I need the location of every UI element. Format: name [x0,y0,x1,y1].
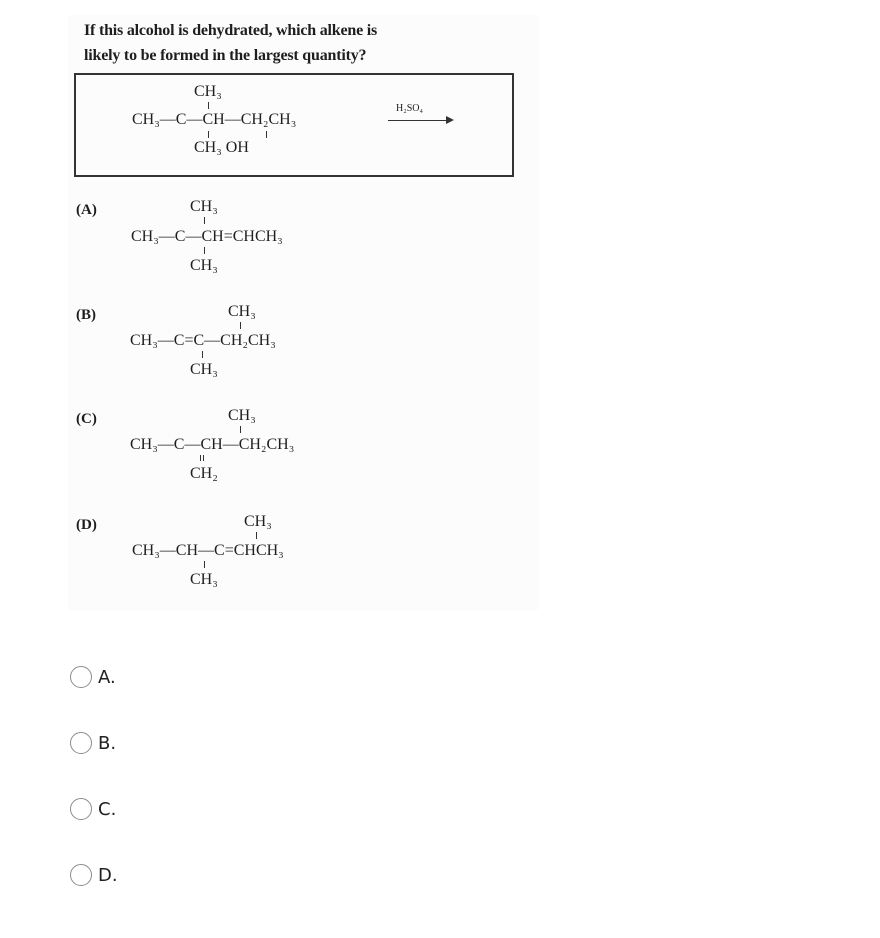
reaction-main-chain: CH₃—C—CH—CH₂CH₃ [132,111,297,128]
structure-d-label: (D) [76,517,97,533]
bond-line [256,532,257,539]
structure-a-label: (A) [76,202,97,218]
bond-line [240,426,241,433]
answer-label-d: D. [98,864,118,886]
radio-button-b[interactable] [70,732,92,754]
answer-label-b: B. [98,732,117,754]
bond-line [204,561,205,568]
radio-button-a[interactable] [70,666,92,688]
reaction-arrow [388,120,448,121]
structure-b-label: (B) [76,307,96,323]
question-text-line-1: If this alcohol is dehydrated, which alkene is [84,22,378,39]
bond-line [204,247,205,254]
structure-c-main: CH₃—C—CH—CH₂CH₃ [130,436,295,453]
structure-c-top: CH₃ [228,407,256,424]
radio-button-d[interactable] [70,864,92,886]
question-image [68,15,538,610]
answer-label-c: C. [98,798,117,820]
structure-b-top: CH₃ [228,303,256,320]
arrow-head-icon [446,116,454,124]
question-text-line-2: likely to be formed in the largest quantity? [84,47,367,64]
reaction-box [74,73,514,177]
bond-line [202,351,203,358]
reagent-label: H₂SO₄ [396,103,423,114]
structure-a-top: CH₃ [190,198,218,215]
structure-c-bottom: CH₂ [190,465,218,482]
reaction-top-substituent: CH₃ [194,83,222,100]
bond-line [208,131,209,138]
reaction-bottom-substituents: CH₃ OH [194,139,249,156]
bond-line [208,102,209,109]
structure-d-bottom: CH₃ [190,571,218,588]
answer-option-b[interactable] [70,728,116,758]
bond-line [266,131,267,138]
answer-label-a: A. [98,666,116,688]
answer-option-c[interactable] [70,794,116,824]
structure-c-label: (C) [76,411,97,427]
bond-line [240,322,241,329]
double-bond-line [200,455,204,461]
structure-b-bottom: CH₃ [190,361,218,378]
structure-d-top: CH₃ [244,513,272,530]
answer-option-d[interactable] [70,860,118,890]
structure-b-main: CH₃—C=C—CH₂CH₃ [130,332,276,349]
radio-button-c[interactable] [70,798,92,820]
structure-a-bottom: CH₃ [190,257,218,274]
bond-line [204,217,205,224]
structure-a-main: CH₃—C—CH=CHCH₃ [131,228,283,245]
answer-option-a[interactable] [70,662,116,692]
structure-d-main: CH₃—CH—C=CHCH₃ [132,542,284,559]
